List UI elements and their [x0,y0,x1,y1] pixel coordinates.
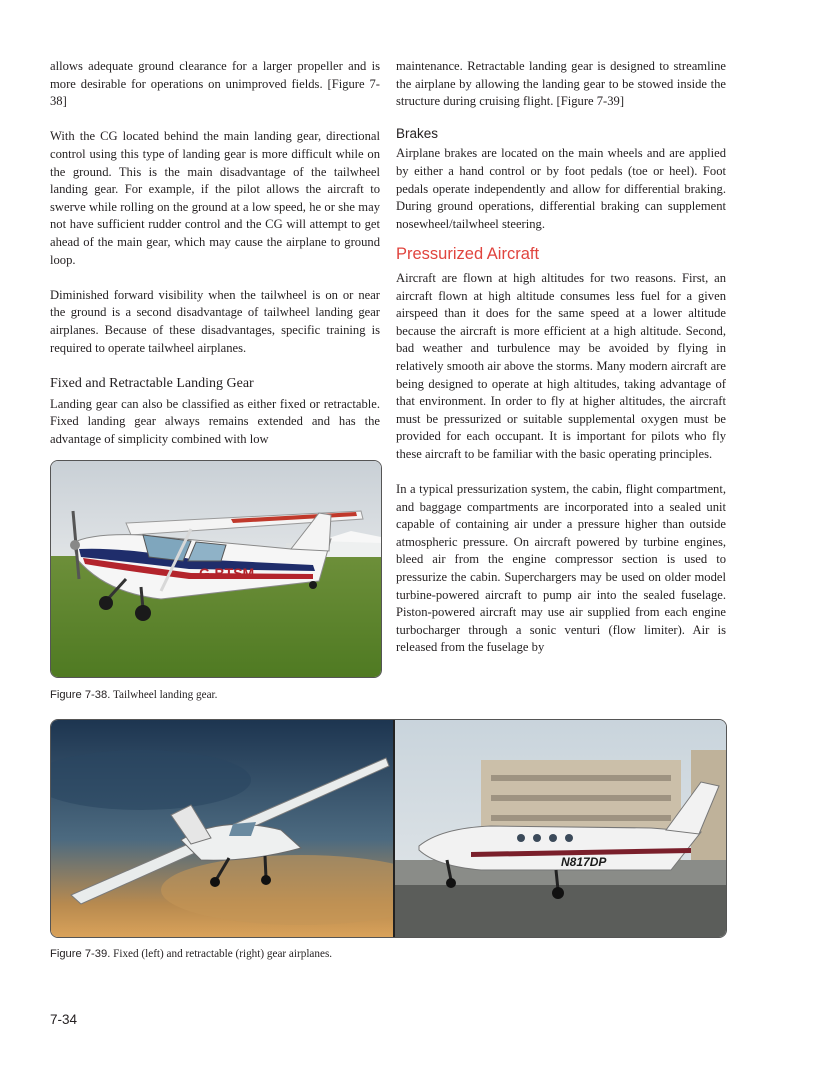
figure-7-38-photo [50,460,382,678]
heading-brakes: Brakes [396,125,439,141]
left-column [50,58,380,448]
left-paragraph-4: Landing gear can also be classified as either fixed or retractable. Fixed landing gear always remains extended and has the advantage of simplicity combined with low [50,396,380,446]
right-paragraph-2: Airplane brakes are located on the main wheels and are applied by either a hand control or by foot pedals (toe or heel). Foot pedals operate independently and allow for differential braking. During ground operations, differential braking can supplement nosewheel/tailwheel steering. [396,146,726,231]
figure-7-39-photo [50,719,727,938]
left-paragraph-3: Diminished forward visibility when the tailwheel is on or near the ground is a second disadvantage of tailwheel landing gear airplanes. Because of these disadvantages, specific training is required to operate tailwheel airplanes. [50,287,380,355]
right-paragraph-4: In a typical pressurization system, the cabin, flight compartment, and baggage compartments are incorporated into a sealed unit capable of containing air under a pressure higher than outside atmospheric pressure. On aircraft powered by turbine engines, bleed air from the engine compressor section is used to pressurize the cabin. Superchargers may be used on older model turbine-powered aircraft to pump air into the sealed fuselage. Piston-powered aircraft may use air supplied from each engine turbocharger through a sonic venturi (flow limiter). Air is released from the fuselage by [396,482,726,655]
heading-pressurized-aircraft: Pressurized Aircraft [396,245,540,264]
registration-text: G-BTSM [199,565,255,581]
page-number: 7-34 [50,1012,78,1027]
heading-fixed-retractable: Fixed and Retractable Landing Gear [50,376,254,392]
figure-7-38-text: Tailwheel landing gear. [112,689,218,701]
figure-7-39-text: Fixed (left) and retractable (right) gear airplanes. [113,948,333,960]
right-paragraph-1: maintenance. Retractable landing gear is designed to streamline the airplane by allowing the landing gear to be stowed inside the structure during cruising flight. [Figure 7-39] [396,59,726,109]
registration-text-right: N817DP [561,855,607,869]
figure-7-39-caption [50,948,332,960]
figure-7-39-label: Figure 7-39. [50,948,111,960]
figure-7-38-label: Figure 7-38. [50,689,111,701]
figure-7-38-caption [50,689,217,701]
right-paragraph-3: Aircraft are flown at high altitudes for two reasons. First, an aircraft flown at high altitude consumes less fuel for a given airspeed than it does for the same speed at a lower altitude because the aircraft is more efficient at a high altitude. Second, bad weather and turbulence may be avoided by flying in relatively smooth air above the storms. Many modern aircraft are being designed to operate at high altitudes, taking advantage of that environment. In order to fly at higher altitudes, the aircraft must be pressurized or suitable supplemental oxygen must be provided for each occupant. It is important for pilots who fly these aircraft to be familiar with the basic operating principles. [396,270,726,461]
left-paragraph-2: With the CG located behind the main landing gear, directional control using this type of landing gear is more difficult while on the ground. This is the main disadvantage of the tailwheel landing gear. For example, if the pilot allows the aircraft to swerve while rolling on the ground at a low speed, he or she may not have sufficient rudder control and the CG will attempt to get ahead of the main gear, which may cause the airplane to ground loop. [50,129,380,267]
right-column [396,58,726,657]
left-paragraph-1: allows adequate ground clearance for a larger propeller and is more desirable for operations on unimproved fields. [Figure 7-38] [50,59,380,109]
